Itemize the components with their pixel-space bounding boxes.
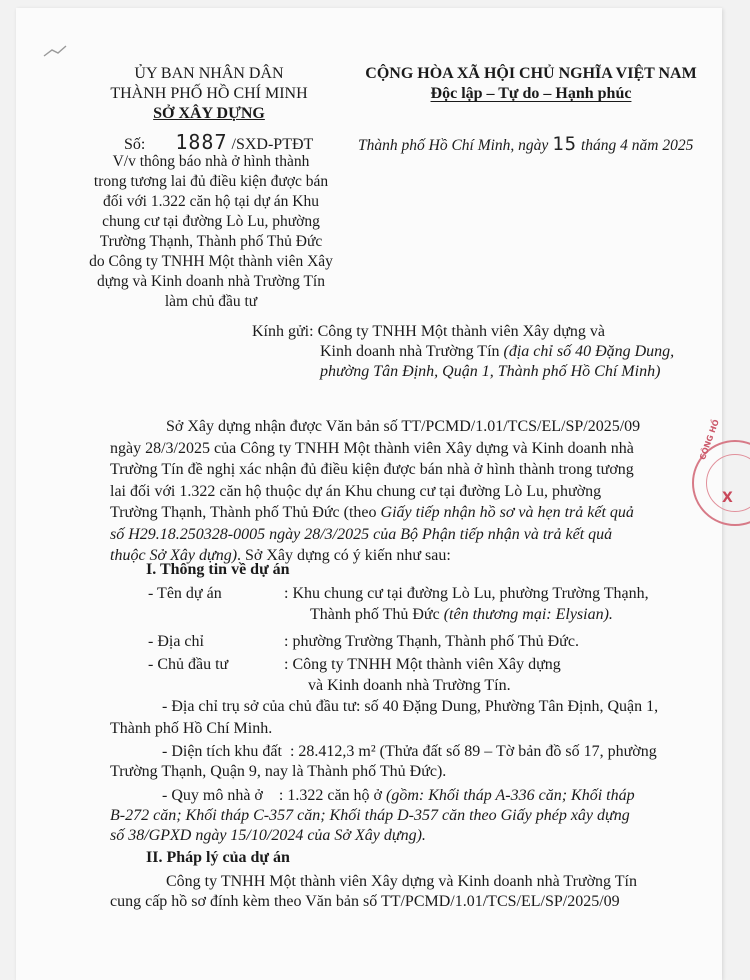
recipient-address-start: (địa chỉ số 40 Đặng Dung,: [503, 343, 675, 360]
investor-label: - Chủ đầu tư: [148, 656, 229, 673]
housing-scale-line-2: B-272 căn; Khối tháp C-357 căn; Khối tháp D-357 căn theo Giấy phép xây dựng: [110, 807, 630, 824]
address-value: : phường Trường Thạnh, Thành phố Thủ Đức.: [284, 633, 579, 650]
subject-line: dựng và Kinh doanh nhà Trường Tín: [97, 273, 325, 290]
subject-line: Trường Thạnh, Thành phố Thủ Đức: [99, 233, 323, 250]
project-name-label: - Tên dự án: [148, 585, 222, 602]
intro-line-5-italic: Giấy tiếp nhận hồ sơ và hẹn trả kết quả: [380, 504, 634, 521]
issuer-block: [74, 64, 344, 124]
section-2-body: [110, 872, 696, 912]
subject-line: chung cư tại đường Lò Lu, phường: [102, 213, 320, 230]
intro-line-6: số H29.18.250328-0005 ngày 28/3/2025 của Bộ Phận tiếp nhận và trả kết quả: [110, 525, 613, 543]
national-title: CỘNG HÒA XÃ HỘI CHỦ NGHĨA VIỆT NAM: [365, 65, 697, 82]
subject-line: làm chủ đầu tư: [164, 293, 258, 310]
field-investor: [148, 655, 708, 697]
intro-line-3: Trường Tín đề nghị xác nhận đủ điều kiện được bán nhà ở hình thành trong tương: [110, 461, 634, 478]
project-name-value-2: [310, 605, 613, 625]
national-header: [351, 64, 711, 104]
subject-line: V/v thông báo nhà ở hình thành: [112, 153, 310, 170]
intro-line-7-normal: . Sở Xây dựng có ý kiến như sau:: [237, 547, 451, 564]
issuer-line-2: THÀNH PHỐ HỒ CHÍ MINH: [110, 85, 308, 102]
field-project-name: [148, 584, 708, 624]
subject-block: [86, 152, 336, 312]
document-date: [358, 134, 693, 156]
investor-value-2: và Kinh doanh nhà Trường Tín.: [308, 677, 511, 694]
doc-number-suffix: /SXD-PTĐT: [231, 136, 314, 153]
project-name-value: : Khu chung cư tại đường Lò Lu, phường Trường Thạnh,: [284, 585, 649, 602]
section-2-line-2: cung cấp hồ sơ đính kèm theo Văn bản số TT/PCMD/1.01/TCS/EL/SP/2025/09: [110, 893, 620, 910]
date-prefix: Thành phố Hồ Chí Minh, ngày: [358, 137, 549, 154]
recipient-name-cont: Kinh doanh nhà Trường Tín: [320, 343, 504, 360]
housing-scale-label: - Quy mô nhà ở: [162, 787, 263, 804]
land-area-line-1: [110, 742, 696, 762]
project-trade-name: (tên thương mại: Elysian).: [443, 606, 613, 623]
national-motto: Độc lập – Tự do – Hạnh phúc: [430, 85, 632, 102]
recipient-line-1: Kính gửi: Công ty TNHH Một thành viên Xây dựng và: [252, 323, 606, 340]
intro-line-7-italic: thuộc Sở Xây dựng): [110, 547, 238, 564]
housing-scale-line-1: [110, 786, 696, 806]
field-housing-scale: [110, 786, 696, 846]
field-land-area: [110, 742, 696, 782]
field-address: [148, 632, 708, 654]
project-city: Thành phố Thủ Đức: [310, 606, 444, 623]
subject-line: trong tương lai đủ điều kiện được bán: [93, 173, 329, 190]
intro-line-5-normal: Trường Thạnh, Thành phố Thủ Đức (theo: [110, 504, 381, 521]
section-2-title: II. Pháp lý của dự án: [146, 849, 290, 866]
land-area-line-2: Trường Thạnh, Quận 9, nay là Thành phố Thủ Đức).: [110, 763, 447, 780]
subject-line: do Công ty TNHH Một thành viên Xây: [89, 253, 333, 270]
body-intro: [110, 416, 696, 567]
intro-line-1: Sở Xây dựng nhận được Văn bản số TT/PCMD/1.01/TCS/EL/SP/2025/09: [166, 418, 641, 435]
doc-number-handwritten: 1887: [175, 130, 228, 154]
land-area-value: : 28.412,3 m² (Thửa đất số 89 – Tờ bản đồ số 17, phường: [289, 743, 657, 760]
land-area-label: - Diện tích khu đất: [162, 743, 282, 760]
recipient-line-3: phường Tân Định, Quận 1, Thành phố Hồ Chí Minh): [320, 363, 661, 380]
housing-scale-detail: (gồm: Khối tháp A-336 căn; Khối tháp: [386, 787, 635, 804]
section-1-title: I. Thông tin về dự án: [146, 561, 290, 578]
address-label: - Địa chỉ: [148, 633, 204, 650]
intro-line-5: [110, 502, 696, 524]
housing-scale-value: : 1.322 căn hộ ở: [278, 787, 386, 804]
doc-number-label: Số:: [124, 136, 146, 153]
intro-line-4: lai đối với 1.322 căn hộ thuộc dự án Khu chung cư tại đường Lò Lu, phường: [110, 482, 602, 500]
recipient-line-2: [320, 342, 674, 362]
section-2-line-1: Công ty TNHH Một thành viên Xây dựng và Kinh doanh nhà Trường Tín: [166, 873, 637, 890]
stamp-letter: X: [722, 490, 733, 506]
issuer-line-1: ỦY BAN NHÂN DÂN: [134, 65, 284, 82]
subject-line: đối với 1.322 căn hộ tại dự án Khu: [103, 193, 319, 210]
investor-value: : Công ty TNHH Một thành viên Xây dựng: [284, 656, 561, 673]
date-day-handwritten: 15: [552, 133, 578, 155]
issuer-department: SỞ XÂY DỰNG: [153, 105, 265, 122]
head-office-line-1: - Địa chỉ trụ sở của chủ đầu tư: số 40 Đặng Dung, Phường Tân Định, Quận 1,: [162, 698, 659, 715]
field-head-office: [110, 697, 696, 739]
recipient-block: [252, 322, 674, 382]
housing-scale-line-3: số 38/GPXD ngày 15/10/2024 của Sở Xây dựng).: [110, 827, 426, 844]
document-page: [16, 8, 722, 980]
intro-line-2: ngày 28/3/2025 của Công ty TNHH Một thành viên Xây dựng và Kinh doanh nhà: [110, 439, 634, 457]
head-office-line-2: Thành phố Hồ Chí Minh.: [110, 720, 273, 737]
handwritten-mark-icon: [42, 44, 68, 58]
date-suffix: tháng 4 năm 2025: [580, 137, 694, 154]
stamp-text: CÔNG HỒ: [698, 418, 721, 462]
